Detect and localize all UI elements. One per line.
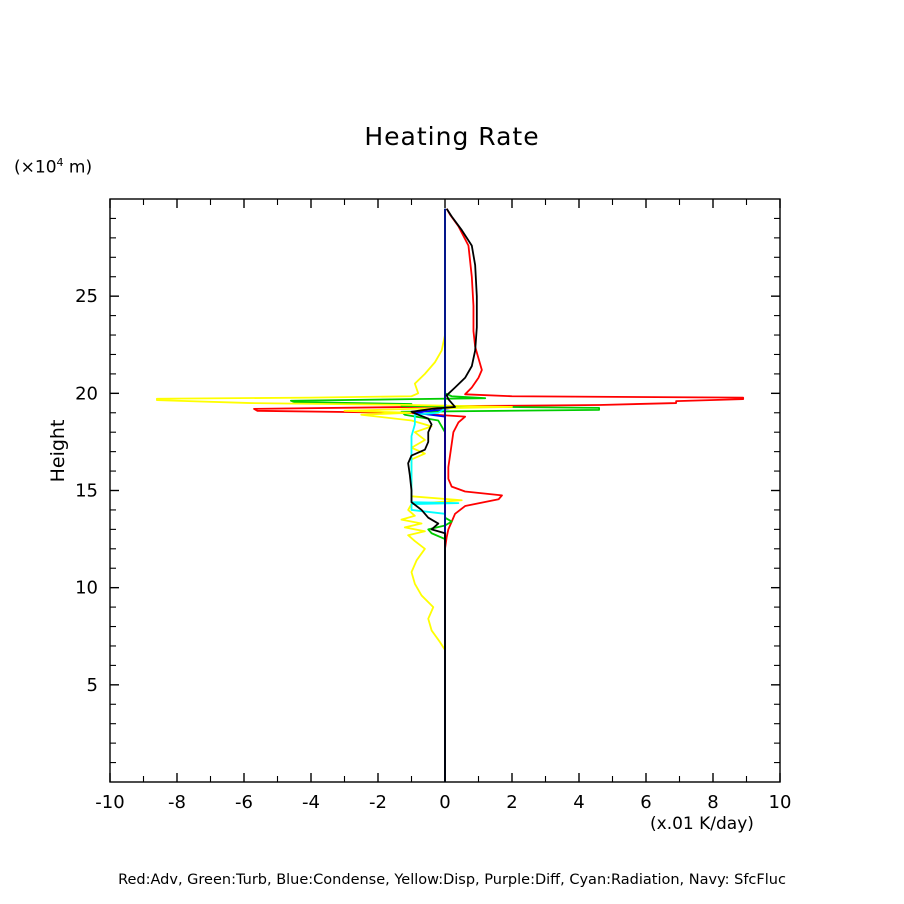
series-line-condense [415, 209, 452, 782]
x-tick-label: 4 [573, 792, 585, 813]
y-tick-label: 5 [86, 674, 98, 696]
y-tick-label: 20 [75, 383, 98, 405]
x-tick-label: -2 [369, 792, 387, 813]
x-tick-label: 2 [506, 792, 518, 813]
y-tick-label: 10 [75, 577, 98, 599]
y-axis-unit-label: ($\times 10^4$ m) [14, 156, 93, 178]
series-line-adv [254, 209, 743, 782]
y-tick-label: 15 [75, 480, 98, 502]
x-axis-ticks [95, 199, 791, 813]
x-tick-label: -8 [168, 792, 186, 813]
y-axis-ticks [75, 218, 780, 762]
data-series-group [157, 209, 743, 782]
x-tick-label: -6 [235, 792, 253, 813]
legend-caption: Red:Adv, Green:Turb, Blue:Condense, Yellow:Disp, Purple:Diff, Cyan:Radiation, Navy: SfcFluc [118, 872, 786, 888]
x-tick-label: 8 [707, 792, 719, 813]
x-tick-label: -10 [95, 792, 125, 813]
x-tick-label: 0 [439, 792, 451, 813]
y-tick-label: 25 [75, 286, 98, 308]
series-line-radiation [412, 209, 459, 782]
series-line-total [408, 209, 477, 782]
x-tick-label: 6 [640, 792, 652, 813]
x-axis-title: (x.01 K/day) [650, 814, 754, 834]
y-axis-title: Height [47, 419, 69, 483]
page-title: Heating Rate [364, 122, 540, 151]
x-tick-label: 10 [768, 792, 792, 813]
x-tick-label: -4 [302, 792, 320, 813]
series-line-disp [157, 209, 512, 782]
